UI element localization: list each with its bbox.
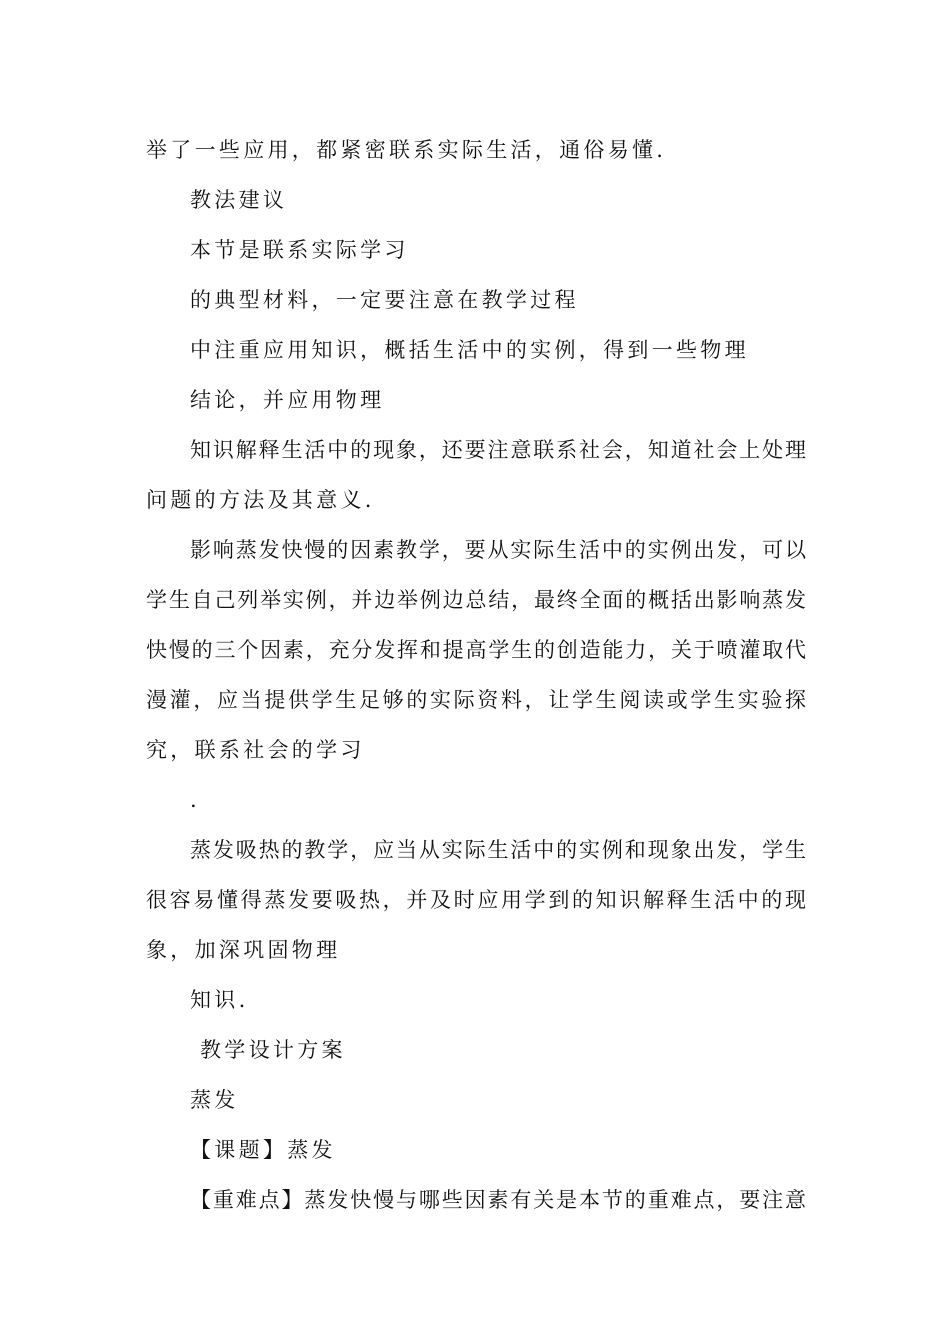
- text-line: 象，加深巩固物理: [146, 938, 341, 962]
- text-line: 究，联系社会的学习: [146, 738, 365, 762]
- text-line: 蒸发吸热的教学，应当从实际生活中的实例和现象出发，学生: [190, 838, 806, 862]
- text-line: 知识.: [190, 988, 249, 1012]
- lesson-topic: 【课题】蒸发: [190, 1138, 336, 1162]
- text-line: 举了一些应用，都紧密联系实际生活，通俗易懂.: [146, 138, 667, 162]
- text-line: .: [190, 788, 200, 812]
- text-line: 本节是联系实际学习: [190, 238, 409, 262]
- text-line: 很容易懂得蒸发要吸热，并及时应用学到的知识解释生活中的现: [146, 888, 806, 912]
- text-line: 问题的方法及其意义.: [146, 488, 375, 512]
- lesson-title: 蒸发: [190, 1088, 239, 1112]
- text-line: 影响蒸发快慢的因素教学，要从实际生活中的实例出发，可以: [190, 538, 806, 562]
- text-line: 知识解释生活中的现象，还要注意联系社会，知道社会上处理: [190, 438, 806, 462]
- text-line: 的典型材料，一定要注意在教学过程: [190, 288, 579, 312]
- text-line: 漫灌，应当提供学生足够的实际资料，让学生阅读或学生实验探: [146, 688, 806, 712]
- text-line: 快慢的三个因素，充分发挥和提高学生的创造能力，关于喷灌取代: [146, 638, 806, 662]
- section-heading-teaching-suggestions: 教法建议: [190, 188, 288, 212]
- lesson-key-points: 【重难点】蒸发快慢与哪些因素有关是本节的重难点，要注意: [190, 1188, 806, 1212]
- text-line: 学生自己列举实例，并边举例边总结，最终全面的概括出影响蒸发: [146, 588, 806, 612]
- section-heading-teaching-design: 教学设计方案: [200, 1038, 346, 1062]
- text-line: 中注重应用知识，概括生活中的实例，得到一些物理: [190, 338, 749, 362]
- text-line: 结论，并应用物理: [190, 388, 385, 412]
